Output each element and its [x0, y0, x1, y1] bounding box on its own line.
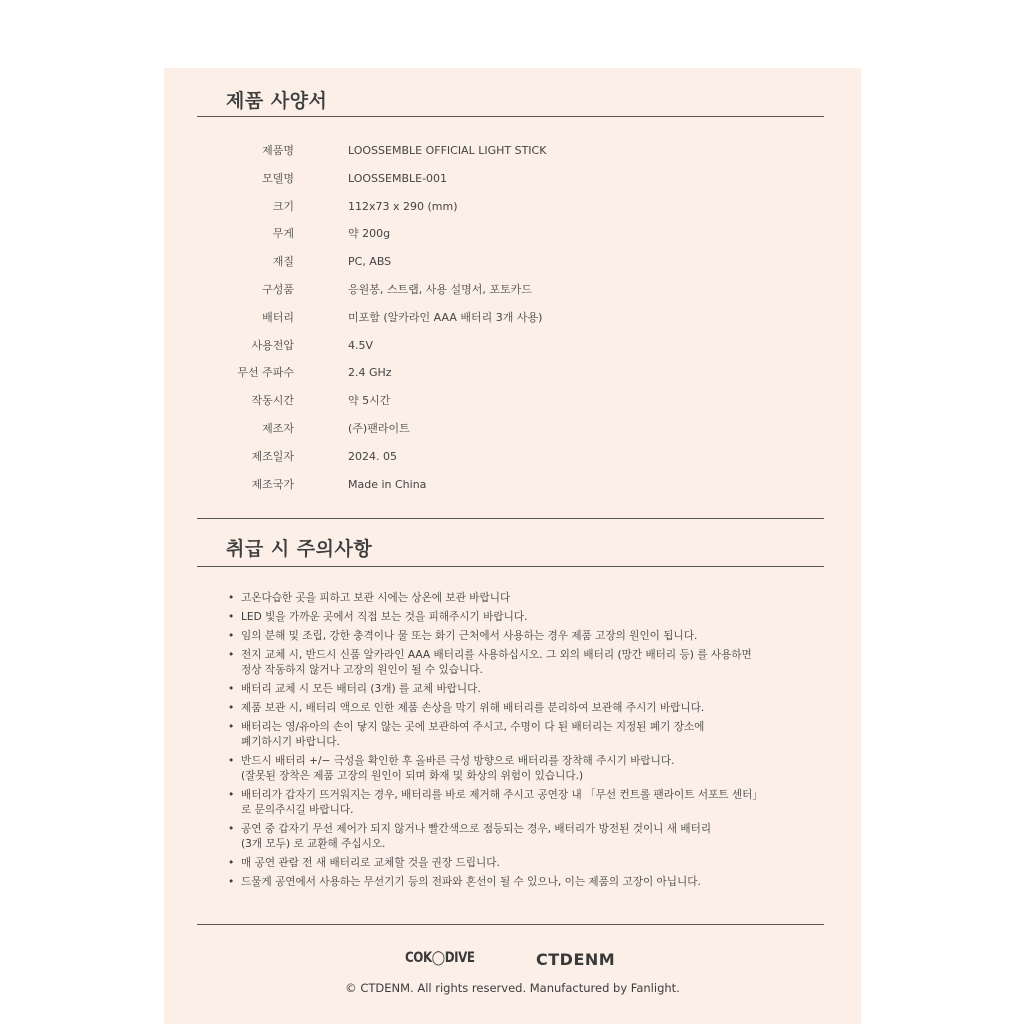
spec-row	[197, 220, 824, 248]
spec-value: LOOSSEMBLE OFFICIAL LIGHT STICK	[348, 144, 547, 157]
bullet-dot: •	[228, 592, 235, 604]
spec-value: 4.5V	[348, 338, 374, 352]
spec-label: 무게	[272, 227, 294, 241]
caution-item-text: 임의 분해 및 조립, 강한 충격이나 물 또는 화기 근처에서 사용하는 경우 제품 고장의 원인이 됩니다.	[241, 630, 698, 642]
spec-row	[197, 248, 824, 276]
spec-value: LOOSSEMBLE-001	[348, 171, 448, 185]
caution-item	[228, 720, 788, 750]
spec-row	[197, 443, 824, 471]
caution-item	[228, 822, 788, 852]
spec-label: 배터리	[262, 310, 294, 324]
bullet-dot: •	[228, 823, 235, 835]
caution-end-divider	[197, 924, 824, 925]
spec-end-divider	[197, 518, 824, 519]
spec-row	[197, 276, 824, 304]
spec-row	[197, 165, 824, 193]
bullet-dot: •	[228, 857, 235, 869]
caution-item-text: 배터리 교체 시 모든 배터리 (3개) 를 교체 바랍니다.	[241, 683, 481, 695]
caution-item-text: 정상 작동하지 않거나 고장의 원인이 될 수 있습니다.	[241, 664, 483, 676]
caution-item-text: 고온다습한 곳을 피하고 보관 시에는 상온에 보관 바랍니다	[241, 592, 511, 604]
caution-item	[228, 648, 788, 678]
spec-label: 구성품	[262, 282, 294, 296]
caution-item	[228, 875, 788, 890]
spec-row	[197, 304, 824, 332]
spec-title-divider	[197, 116, 824, 117]
spec-value: Made in China	[348, 477, 427, 491]
bullet-dot: •	[228, 649, 235, 661]
caution-item-text: 드물게 공연에서 사용하는 무선기기 등의 전파와 혼선이 될 수 있으나, 이는 제품의 고장이 아닙니다.	[241, 876, 701, 888]
caution-title-divider	[197, 566, 824, 567]
spec-label: 재질	[272, 255, 294, 269]
spec-row	[197, 193, 824, 221]
spec-table	[197, 137, 824, 498]
spec-label: 사용전압	[251, 338, 294, 352]
bullet-dot: •	[228, 721, 235, 733]
spec-row	[197, 387, 824, 415]
spec-value: 2.4 GHz	[348, 366, 392, 380]
caution-item	[228, 629, 788, 644]
spec-value: 약 200g	[348, 227, 391, 241]
caution-item	[228, 701, 788, 716]
caution-item-text: 반드시 배터리 +/− 극성을 확인한 후 올바른 극성 방향으로 배터리를 장착해 주시기 바랍니다.	[241, 755, 675, 767]
bullet-dot: •	[228, 755, 235, 767]
spec-row	[197, 137, 824, 165]
bullet-dot: •	[228, 683, 235, 695]
bullet-dot: •	[228, 789, 235, 801]
caution-item	[228, 610, 788, 625]
caution-item-text: (잘못된 장착은 제품 고장의 원인이 되며 화재 및 화상의 위험이 있습니다.)	[241, 770, 584, 782]
bullet-dot: •	[228, 630, 235, 642]
spec-row	[197, 359, 824, 387]
spec-row	[197, 415, 824, 443]
spec-value: 미포함 (알카라인 AAA 배터리 3개 사용)	[348, 310, 543, 324]
caution-item-text: 제품 보관 시, 배터리 액으로 인한 제품 손상을 막기 위해 배터리를 분리하여 보관해 주시기 바랍니다.	[241, 702, 705, 714]
spec-value: 약 5시간	[348, 394, 391, 408]
spec-row	[197, 332, 824, 360]
cokodive-logo: COK◯DIVE	[405, 950, 475, 966]
caution-item-text: 전지 교체 시, 반드시 신품 알카라인 AAA 배터리를 사용하십시오. 그 외의 배터리 (망간 배터리 등) 를 사용하면	[241, 649, 752, 661]
caution-item-text: 배터리는 영/유아의 손이 닿지 않는 곳에 보관하여 주시고, 수명이 다 된 배터리는 지정된 폐기 장소에	[241, 721, 705, 733]
caution-item	[228, 754, 788, 784]
bullet-dot: •	[228, 611, 235, 623]
spec-row	[197, 471, 824, 499]
caution-item	[228, 682, 788, 697]
caution-item-text: 매 공연 관람 전 새 배터리로 교체할 것을 권장 드립니다.	[241, 857, 500, 869]
bullet-dot: •	[228, 702, 235, 714]
bullet-dot: •	[228, 876, 235, 888]
spec-label: 크기	[272, 199, 294, 213]
caution-item-text: LED 빛을 가까운 곳에서 직접 보는 것을 피해주시기 바랍니다.	[241, 611, 528, 623]
spec-value: 응원봉, 스트랩, 사용 설명서, 포토카드	[348, 282, 532, 296]
caution-item-text: 폐기하시기 바랍니다.	[241, 736, 340, 748]
spec-value: 112x73 x 290 (mm)	[348, 199, 458, 213]
caution-item-text: 로 문의주시길 바랍니다.	[241, 804, 354, 816]
spec-value: (주)팬라이트	[348, 421, 410, 435]
caution-list	[228, 591, 788, 894]
caution-item-text: 공연 중 갑자기 무선 제어가 되지 않거나 빨간색으로 점등되는 경우, 배터리가 방전된 것이니 새 배터리	[241, 823, 712, 835]
spec-label: 무선 주파수	[237, 366, 294, 380]
spec-section-title: 제품 사양서	[226, 90, 328, 112]
caution-item	[228, 788, 788, 818]
spec-label: 모델명	[262, 171, 294, 185]
copyright-text: © CTDENM. All rights reserved. Manufactured by Fanlight.	[345, 981, 680, 995]
spec-label: 제조일자	[251, 449, 294, 463]
caution-item-text: (3개 모두) 로 교환해 주십시오.	[241, 838, 386, 850]
spec-label: 제조자	[262, 421, 294, 435]
spec-value: 2024. 05	[348, 449, 397, 463]
ctdenm-logo: CTDENM	[536, 950, 616, 969]
spec-label: 제조국가	[251, 477, 294, 491]
caution-item	[228, 591, 788, 606]
footer-logos	[197, 950, 824, 976]
spec-label: 작동시간	[251, 394, 294, 408]
spec-value: PC, ABS	[348, 255, 392, 269]
caution-section-title: 취급 시 주의사항	[226, 538, 373, 560]
caution-item	[228, 856, 788, 871]
caution-item-text: 배터리가 갑자기 뜨거워지는 경우, 배터리를 바로 제거해 주시고 공연장 내 「무선 컨트롤 팬라이트 서포트 센터」	[241, 789, 763, 801]
spec-label: 제품명	[262, 144, 294, 157]
